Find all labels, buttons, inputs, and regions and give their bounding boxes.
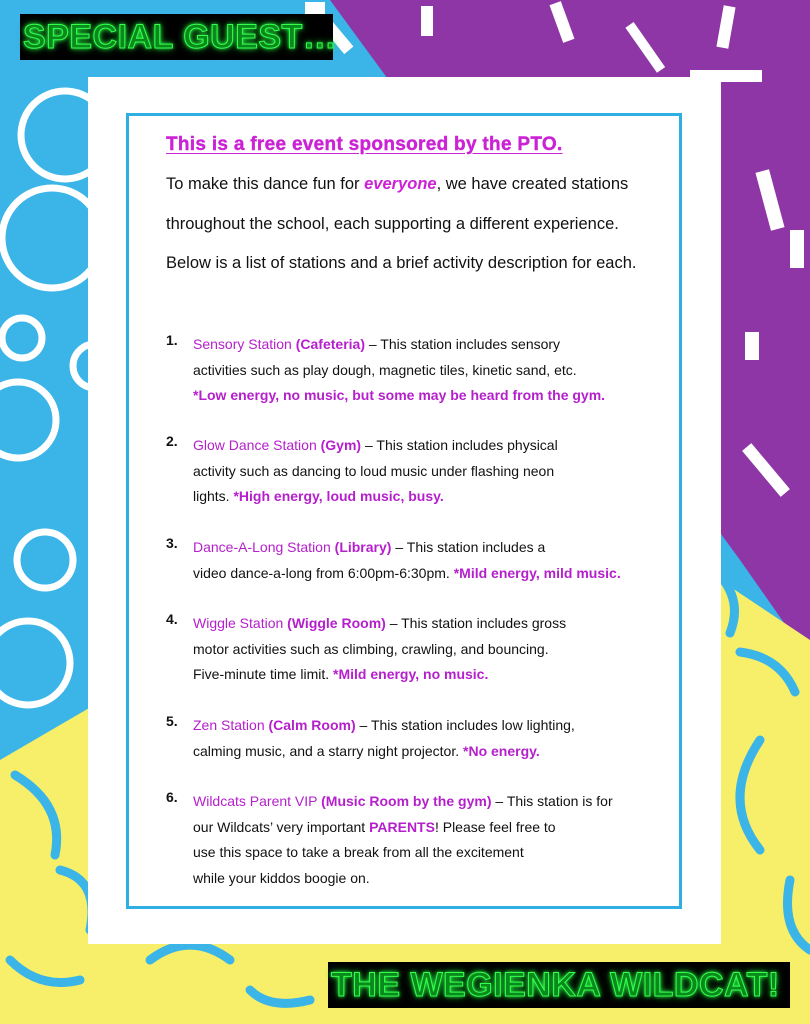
station-desc-line: our Wildcats’ very important	[193, 818, 370, 835]
intro-line-1-end: , we have created stations	[436, 175, 629, 193]
station-name: Dance-A-Long Station	[193, 539, 331, 555]
station-desc: – This station includes physical	[361, 437, 558, 453]
station-desc-line: motor activities such as climbing, crawling, and bouncing.	[193, 640, 549, 657]
station-desc-line: while your kiddos boogie on.	[193, 869, 370, 886]
station-name: Glow Dance Station	[193, 437, 317, 453]
station-desc-line: activities such as play dough, magnetic tiles, kinetic sand, etc.	[193, 361, 577, 378]
station-name: Wiggle Station	[193, 615, 284, 631]
station-desc-line: Five-minute time limit.	[193, 666, 334, 682]
banner-wegienka-wildcat	[328, 962, 790, 1008]
station-number: 4.	[166, 611, 178, 627]
station-desc-line: use this space to take a break from all the excitement	[193, 844, 524, 860]
station-number: 3.	[166, 535, 178, 551]
station-energy-note: *Mild energy, no music.	[333, 666, 489, 682]
intro-line-1	[166, 175, 676, 215]
station-desc: – This station includes gross	[385, 615, 567, 631]
station-number: 5.	[166, 713, 178, 729]
station-desc: – This station includes low lighting,	[355, 717, 575, 733]
station-name: Sensory Station	[193, 336, 292, 352]
banner-top-text: SPECIAL GUEST…	[23, 18, 338, 56]
station-number: 2.	[166, 433, 178, 449]
intro-line-3: Below is a list of stations and a brief activity description for each.	[166, 254, 637, 272]
station-name: Zen Station	[193, 717, 265, 733]
station-desc: – This station is for	[491, 793, 613, 809]
banner-special-guest	[20, 14, 338, 60]
station-desc-line: lights.	[193, 488, 234, 504]
station-location: (Gym)	[320, 437, 362, 453]
station-location: (Cafeteria)	[295, 336, 365, 352]
intro-accent-everyone: everyone	[364, 175, 437, 193]
station-desc-line: activity such as dancing to loud music under flashing neon	[193, 462, 555, 479]
flyer-card	[88, 77, 721, 944]
station-desc: – This station includes a	[391, 539, 546, 555]
station-desc-line: calming music, and a starry night projector.	[193, 742, 464, 759]
station-desc-line: ! Please feel free to	[434, 818, 556, 835]
banner-bottom-text: THE WEGIENKA WILDCAT!	[331, 966, 780, 1004]
station-energy-note: *Low energy, no music, but some may be heard from the gym.	[193, 387, 606, 403]
station-location: (Calm Room)	[268, 717, 356, 733]
station-location: (Wiggle Room)	[287, 615, 386, 631]
station-number: 6.	[166, 789, 178, 805]
station-highlight-parents: PARENTS	[369, 818, 435, 835]
station-energy-note: *Mild energy, mild music.	[453, 564, 621, 581]
station-number: 1.	[166, 332, 178, 348]
station-energy-note: *No energy.	[463, 742, 540, 759]
intro-line-1-text: To make this dance fun for	[166, 175, 365, 193]
station-location: (Music Room by the gym)	[321, 793, 492, 809]
intro-line-2: throughout the school, each supporting a different experience.	[166, 214, 619, 233]
flyer-intro	[166, 175, 676, 294]
station-desc-line: video dance-a-long from 6:00pm-6:30pm.	[193, 564, 454, 581]
station-energy-note: *High energy, loud music, busy.	[233, 488, 444, 504]
flyer-heading: This is a free event sponsored by the PTO.	[166, 134, 563, 155]
station-name: Wildcats Parent VIP	[193, 793, 318, 809]
station-location: (Library)	[334, 539, 392, 555]
station-desc: – This station includes sensory	[364, 336, 561, 352]
